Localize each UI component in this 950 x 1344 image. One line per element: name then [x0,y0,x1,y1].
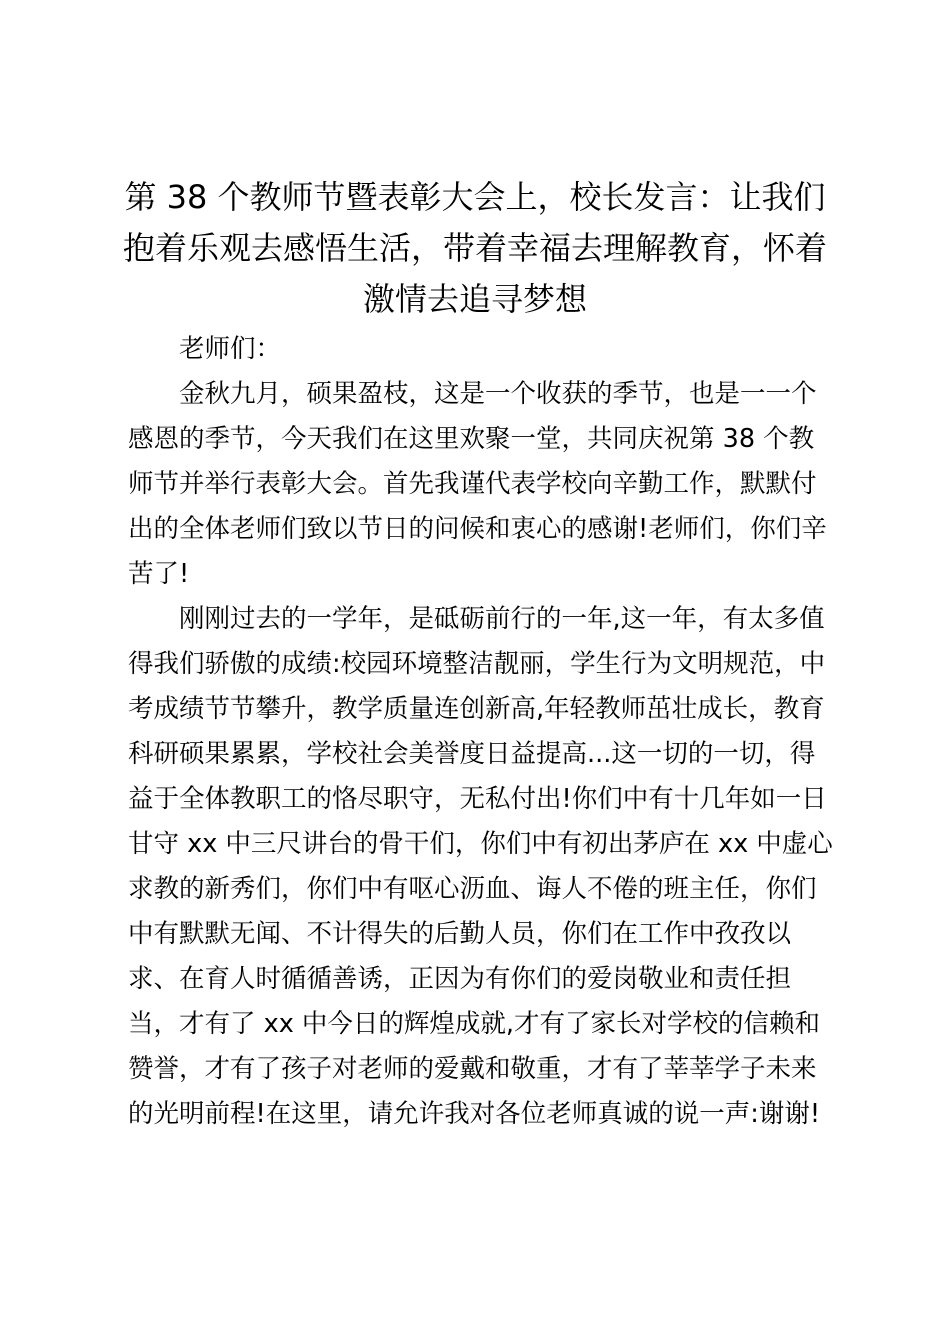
paragraph-2: 刚刚过去的一学年，是砥砺前行的一年,这一年，有太多值得我们骄傲的成绩:校园环境整洁靓丽，学生行为文明规范，中考成绩节节攀升，教学质量连创新高,年轻教师茁壮成长，教育科研硕果累累，学校社会美誉度日益提高...这一切的一切，得益于全体教职工的恪尽职守，无私付出!你们中有十几年如一日甘守 xx 中三尺讲台的骨干们，你们中有初出茅庐在 xx 中虚心求教的新秀们，你们中有呕心沥血、诲人不倦的班主任，你们中有默默无闻、不计得失的后勤人员，你们在工作中孜孜以求、在育人时循循善诱，正因为有你们的爱岗敬业和责任担当，才有了 xx 中今日的辉煌成就,才有了家长对学校的信赖和赞誉，才有了孩子对老师的爱戴和敬重，才有了莘莘学子未来的光明前程!在这里，请允许我对各位老师真诚的说一声:谢谢! [128,604,833,1129]
salutation: 老师们： [179,334,282,364]
paragraph-1: 金秋九月，硕果盈枝，这是一个收获的季节，也是一一个感恩的季节，今天我们在这里欢聚一堂，共同庆祝第 38 个教师节并举行表彰大会。首先我谨代表学校向辛勤工作，默默付出的全体老师们致以节日的问候和衷心的感谢!老师们，你们辛苦了! [128,379,827,589]
document-title: 第 38 个教师节暨表彰大会上，校长发言：让我们抱着乐观去感悟生活，带着幸福去理解教育，怀着激情去追寻梦想 [122,178,827,318]
document-body [128,327,834,1137]
